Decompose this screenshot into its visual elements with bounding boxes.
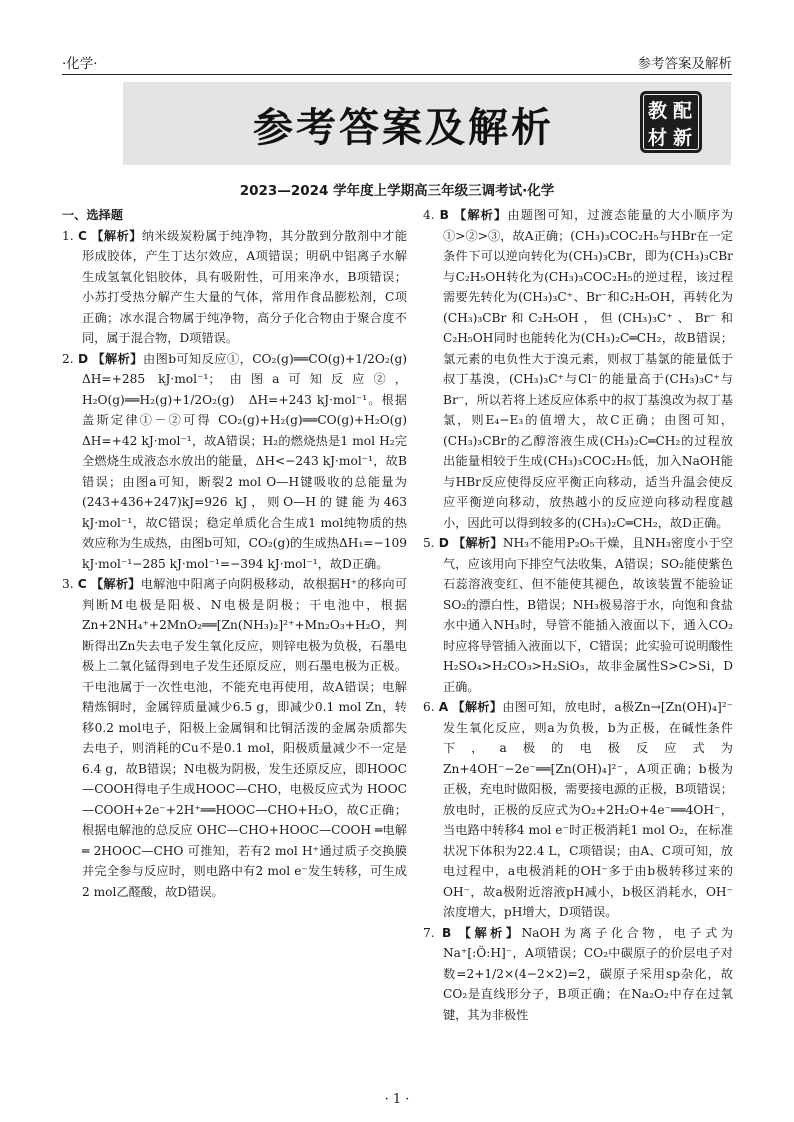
seal-char-1: 教 bbox=[648, 100, 668, 122]
section-heading: 一、选择题 bbox=[62, 208, 123, 222]
seal-char-3: 材 bbox=[648, 127, 668, 149]
answer-item-3: 3. C 【解析】电解池中阳离子向阴极移动，故根据H⁺的移向可判断M电极是阳极、N电极是阴极；干电池中，根据 Zn+2NH₄⁺+2MnO₂══[Zn(NH₃)₂]²⁺+Mn₂O₃+H₂O，判断得出Zn失去电子发生氧化反应，则锌电极为负极，石墨电极上二氧化锰得到电子发生还原反应，则石墨电极为正极。干电池属于一次性电池，不能充电再使用，故A错误；电解精炼铜时，金属锌质量减少6.5 g，即减少0.1 mol Zn，转移0.2 mol电子，阳极上金属铜和比铜活泼的金属杂质都失去电子，则消耗的Cu不是0.1 mol，阳极质量减少不一定是6.4 g，故B错误；N电极为阴极，发生还原反应，即HOOC—COOH得电子生成HOOC—CHO，电极反应式为 HOOC—COOH+2e⁻+2H⁺══HOOC—CHO+H₂O，故C正确；根据电解池的总反应 OHC—CHO+HOOC—COOH ═电解═ 2HOOC—CHO 可推知，若有2 mol H⁺通过质子交换膜并完全参与反应时，则电路中有2 mol e⁻发生转移，可生成2 mol乙醛酸，故D错误。 bbox=[62, 577, 408, 899]
answer-item-2: 2. D 【解析】由图b可知反应①，CO₂(g)══CO(g)+1/2O₂(g) ΔH=+285 kJ·mol⁻¹；由图a可知反应②，H₂O(g)══H₂(g)+1/2O₂(g) ΔH=+243 kJ·mol⁻¹。根据盖斯定律①－②可得 CO₂(g)+H₂(g)══CO(g)+H₂O(g) ΔH=+42 kJ·mol⁻¹，故A错误；H₂的燃烧热是1 mol H₂完全燃烧生成液态水放出的能量，ΔH<−243 kJ·mol⁻¹，故B错误；由图a可知，断裂2 mol O—H键吸收的总能量为(243+436+247)kJ=926 kJ，则O—H的键能为463 kJ·mol⁻¹，故C错误；稳定单质化合生成1 mol纯物质的热效应称为生成热，由图b可知，CO₂(g)的生成热ΔH₁=−109 kJ·mol⁻¹−285 kJ·mol⁻¹=−394 kJ·mol⁻¹，故D正确。 bbox=[62, 351, 420, 571]
answer-item-5: 5. D 【解析】NH₃不能用P₂O₅干燥，且NH₃密度小于空气，应该用向下排空气法收集，A错误；SO₂能使紫色石蕊溶液变红、但不能使其褪色，故该装置不能验证SO₂的漂白性，B错误；NH₃极易溶于水，向饱和食盐水中通入NH₃时，导管不能插入液面以下，通入CO₂时应将导管插入液面以下，C错误；此实验可说明酸性H₂SO₄>H₂CO₃>H₂SiO₃，故非金属性S>C>Si，D正确。 bbox=[423, 536, 734, 694]
exam-title: 2023—2024 学年度上学期高三年级三调考试·化学 bbox=[239, 183, 555, 199]
seal-char-2: 配 bbox=[673, 100, 693, 122]
seal-char-4: 新 bbox=[673, 127, 693, 149]
right-column bbox=[423, 205, 733, 1025]
header-title: 参考答案及解析 bbox=[637, 56, 732, 72]
seal-logo bbox=[640, 91, 702, 153]
page-number: · 1 · bbox=[384, 1092, 410, 1107]
title-banner bbox=[123, 82, 731, 165]
answer-item-6: 6. A 【解析】由图可知，放电时，a极Zn→[Zn(OH)₄]²⁻发生氧化反应，则a为负极，b为正极，在碱性条件下，a极的电极反应式为 Zn+4OH⁻−2e⁻══[Zn(OH)₄]²⁻，A项正确；b极为正极，充电时做阳极，需要接电源的正极，B项错误；放电时，正极的反应式为O₂+2H₂O+4e⁻══4OH⁻，当电路中转移4 mol e⁻时正极消耗1 mol O₂，在标准状况下体积为22.4 L，C项错误；由A、C项可知，放电过程中，a电极消耗的OH⁻多于由b极转移过来的OH⁻，故a极附近溶液pH减小，b极区消耗水，OH⁻浓度增大，pH增大，D项错误。 bbox=[423, 700, 734, 919]
header-subject: ·化学· bbox=[62, 56, 98, 72]
answer-item-1: 1. C 【解析】纳米级炭粉属于纯净物，其分散到分散剂中才能形成胶体，产生丁达尔效应，A项错误；明矾中铝离子水解生成氢氧化铝胶体，具有吸附性，可用来净水，B项错误；小苏打受热分解产生大量的气体，常用作食品膨松剂，C项正确；冰水混合物属于纯净物，高分子化合物由于聚合度不同，属于混合物，D项错误。 bbox=[62, 228, 408, 345]
answer-item-7: 7. B 【解析】NaOH为离子化合物，电子式为Na⁺[:Ö:H]⁻，A项错误；CO₂中碳原子的价层电子对数=2+1/2×(4−2×2)=2，碳原子采用sp杂化，故CO₂是直线形分子，B项正确；在Na₂O₂中存在过氧键，其为非极性 bbox=[423, 925, 734, 1022]
answer-item-4: 4. B 【解析】由题图可知，过渡态能量的大小顺序为①>②>③，故A正确；(CH₃)₃COC₂H₅与HBr在一定条件下可以逆向转化为(CH₃)₃CBr，即为(CH₃)₃CBr与C₂H₅OH转化为(CH₃)₃COC₂H₅的逆过程，该过程需要先转化为(CH₃)₃C⁺、Br⁻和C₂H₅OH，再转化为(CH₃)₃CBr和C₂H₅OH，但(CH₃)₃C⁺、Br⁻和C₂H₅OH同时也能转化为(CH₃)₂C═CH₂，故B错误；氯元素的电负性大于溴元素，则叔丁基氯的能量低于叔丁基溴，(CH₃)₃C⁺与Cl⁻的能量高于(CH₃)₃C⁺与Br⁻，所以若将上述反应体系中的叔丁基溴改为叔丁基氯，则E₄−E₃的值增大，故C正确；由图可知，(CH₃)₃CBr的乙醇溶液生成(CH₃)₂C═CH₂的过程放出能量相较于生成(CH₃)₃COC₂H₅低，加入NaOH能与HBr反应使得反应平衡正向移动，适当升温会使反应平衡逆向移动，放热越小的反应逆向移动程度越小，因此可以得到较多的(CH₃)₂C═CH₂，故D正确。 bbox=[423, 208, 734, 530]
running-header bbox=[62, 50, 732, 75]
banner-title: 参考答案及解析 bbox=[253, 105, 554, 151]
left-column bbox=[62, 205, 420, 902]
